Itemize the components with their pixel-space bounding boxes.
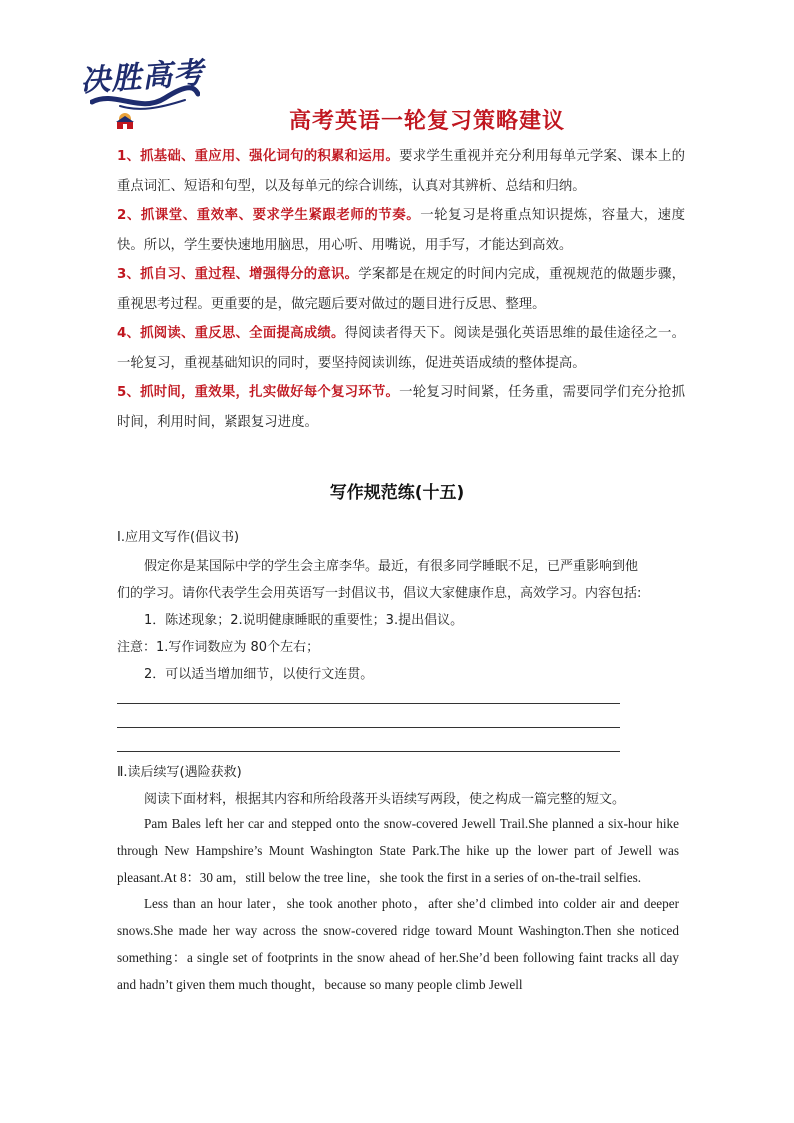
- answer-lines: [117, 703, 679, 752]
- prompt-line-2: 们的学习。请你代表学生会用英语写一封倡议书，倡议大家健康作息，高效学习。内容包括:: [117, 586, 642, 601]
- tip-item: 3、抓自习、重过程、增强得分的意识。学案都是在规定的时间内完成，重视规范的做题步骤，重视思考过程。更重要的是，做完题后要对做过的题目进行反思、整理。: [117, 267, 685, 312]
- part2-instruction: 阅读下面材料，根据其内容和所给段落开头语续写两段，使之构成一篇完整的短文。: [144, 792, 626, 807]
- answer-line[interactable]: [117, 703, 620, 704]
- page-title: 高考英语一轮复习策略建议: [288, 109, 565, 134]
- note-line-2: 2．可以适当增加细节，以使行文连贯。: [144, 667, 374, 682]
- tip-item: 5、抓时间，重效果，扎实做好每个复习环节。一轮复习时间紧，任务重，需要同学们充分抢抓时间，利用时间，紧跟复习进度。: [117, 385, 685, 430]
- part2-heading: Ⅱ.读后续写(遇险获救): [117, 765, 242, 780]
- part1-heading: Ⅰ.应用文写作(倡议书): [117, 530, 240, 545]
- passage-paragraph-2: Less than an hour later，she took another photo，after she’d climbed into colder air and deeper snows.She made her way across the snow-covered ridge toward Mount Washington.Then she noticed something：a single set of footprints in the snow ahead of her.She’d been following faint tracks all day and hadn’t given them much thought，because so many people climb Jewell: [117, 896, 679, 992]
- passage: [117, 811, 679, 999]
- content-points: 1．陈述现象；2.说明健康睡眠的重要性；3.提出倡议。: [144, 613, 464, 628]
- tip-item: 2、抓课堂、重效率、要求学生紧跟老师的节奏。一轮复习是将重点知识提炼，容量大，速度快。所以，学生要快速地用脑思，用心听、用嘴说，用手写，才能达到高效。: [117, 208, 685, 253]
- part2-block: [117, 763, 679, 817]
- section-title: 写作规范练(十五): [329, 483, 465, 503]
- tip-item: 1、抓基础、重应用、强化词句的积累和运用。要求学生重视并充分利用每单元学案、课本上的重点词汇、短语和句型，以及每单元的综合训练，认真对其辨析、总结和归纳。: [117, 149, 685, 194]
- strategy-tips: [117, 142, 685, 437]
- passage-paragraph-1: Pam Bales left her car and stepped onto the snow-covered Jewell Trail.She planned a six-hour hike through New Hampshire’s Mount Washington State Park.The hike up the lower part of Jewell was pleasant.At 8：30 am，still below the tree line，she took the first in a series of on-the-trail selfies.: [117, 816, 679, 885]
- tip-item: 4、抓阅读、重反思、全面提高成绩。得阅读者得天下。阅读是强化英语思维的最佳途径之一。一轮复习，重视基础知识的同时，要坚持阅读训练，促进英语成绩的整体提高。: [117, 326, 685, 371]
- prompt-line-1: 假定你是某国际中学的学生会主席李华。最近，有很多同学睡眠不足，已严重影响到他: [144, 559, 639, 574]
- note-line-1: 注意：1.写作词数应为 80个左右；: [117, 640, 320, 655]
- part1-prompt: [117, 553, 679, 688]
- part1-heading-block: [117, 526, 679, 545]
- logo-text: 决胜高考: [79, 55, 206, 100]
- answer-line[interactable]: [117, 727, 620, 728]
- answer-line[interactable]: [117, 751, 620, 752]
